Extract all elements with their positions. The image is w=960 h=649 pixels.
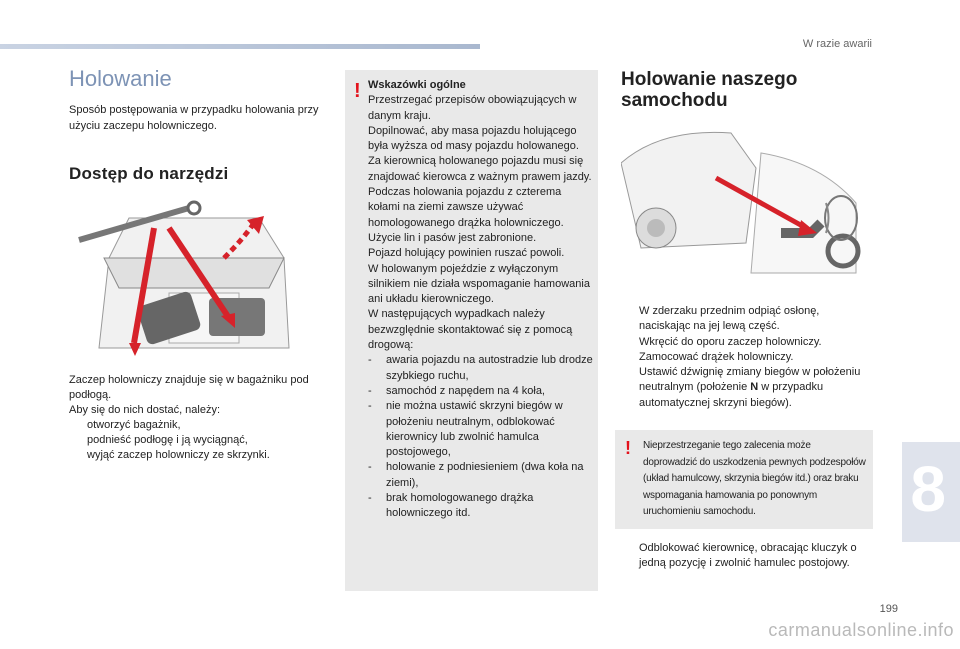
paragraph: W następujących wypadkach należy bezwzględnie skontaktować się z pomocą drogową: (368, 308, 573, 352)
dash-marker: - (368, 354, 372, 367)
bullet-icon (621, 304, 639, 335)
step-text: Ustawić dźwignię zmiany biegów w położeniu neutralnym (położenie (639, 366, 861, 394)
towing-steps (621, 304, 873, 411)
bullet-icon (621, 350, 639, 365)
bullet-icon (621, 541, 639, 572)
list-item-text: awaria pojazdu na autostradzie lub drodze szybkiego ruchu, (386, 354, 593, 382)
header-bar (0, 44, 480, 49)
list-item-text: Wkręcić do oporu zaczep holowniczy. (639, 335, 822, 348)
list-item-text: Zamocować drążek holowniczy. (639, 350, 794, 363)
page-number: 199 (879, 603, 898, 615)
tow-hook-illustration (621, 123, 861, 281)
list-item (621, 304, 873, 335)
list-item (69, 448, 331, 463)
bullet-icon (69, 433, 87, 448)
trunk-illustration (69, 198, 303, 356)
warning-note-text: Nieprzestrzeganie tego zalecenia może doprowadzić do uszkodzenia pewnych podzespołów (układ hamulcowy, skrzynia biegów itd.) oraz braku wspomagania hamowania po ponownym uruchomieniu samochodu. (643, 440, 866, 517)
towing-heading-line-2: samochodu (621, 90, 728, 111)
list-item (368, 384, 594, 399)
towing-heading (621, 69, 873, 111)
list-item-text: otworzyć bagażnik, (87, 419, 181, 431)
paragraph: W holowanym pojeździe z wyłączonym silnikiem nie działa wspomaganie hamowania ani układu kierowniczego. (368, 262, 590, 306)
tools-line-1: Zaczep holowniczy znajduje się w bagażniku pod podłogą. (69, 374, 309, 401)
panel-title: Wskazówki ogólne (368, 79, 466, 91)
tools-description (69, 373, 331, 463)
list-item (368, 460, 594, 491)
list-item (368, 399, 594, 460)
list-item-text (639, 365, 873, 411)
list-item (368, 491, 594, 522)
intro-text: Sposób postępowania w przypadku holowania przy użyciu zaczepu holowniczego. (69, 104, 319, 132)
towing-heading-line-1: Holowanie naszego (621, 69, 798, 90)
list-item (621, 335, 873, 350)
general-tips-panel (345, 70, 598, 591)
dash-marker: - (368, 384, 372, 397)
paragraph: Podczas holowania pojazdu z czterema kołami na ziemi zawsze używać homologowanego drążka holowniczego. (368, 186, 564, 229)
tools-line-2: Aby się do nich dostać, należy: (69, 404, 221, 416)
list-item-text: nie można ustawić skrzyni biegów w położeniu neutralnym, odblokować kierownicy lub zwolnić hamulca postojowego, (386, 400, 563, 459)
list-item (621, 541, 873, 572)
watermark: carmanualsonline.info (768, 620, 954, 640)
column-right (621, 69, 873, 411)
paragraph: Przestrzegać przepisów obowiązujących w danym kraju. (368, 94, 577, 122)
list-item-text: holowanie z podniesieniem (dwa koła na ziemi), (386, 461, 584, 489)
bullet-icon (69, 448, 87, 463)
bullet-icon (621, 335, 639, 350)
paragraph: Pojazd holujący powinien ruszać powoli. (368, 247, 565, 260)
paragraph: Za kierownicą holowanego pojazdu musi się znajdować kierowca z ważnym prawem jazdy. (368, 155, 592, 183)
warning-icon: ! (354, 80, 361, 102)
list-item-text: Odblokować kierownicę, obracając kluczyk o jedną pozycję i zwolnić hamulec postojowy. (639, 542, 857, 570)
list-item-text: brak homologowanego drążka holowniczego itd. (386, 492, 534, 520)
list-item (368, 353, 594, 384)
tools-heading: Dostęp do narzędzi (69, 164, 229, 183)
step-text: w przypadku automatycznej skrzyni biegów). (639, 381, 824, 409)
list-item-text: wyjąć zaczep holowniczy ze skrzynki. (87, 449, 270, 461)
paragraph: Użycie lin i pasów jest zabronione. (368, 231, 537, 244)
warning-icon: ! (625, 438, 631, 458)
page-title: Holowanie (69, 66, 172, 91)
dash-marker: - (368, 400, 372, 413)
paragraph: Dopilnować, aby masa pojazdu holującego była wyższa od masy pojazdu holowanego. (368, 124, 579, 153)
list-item-text: W zderzaku przednim odpiąć osłonę, naciskając na jej lewą część. (639, 305, 820, 333)
list-item-text: samochód z napędem na 4 koła, (386, 384, 545, 397)
list-item (69, 418, 331, 433)
bullet-icon (621, 365, 639, 411)
general-tips-text (368, 78, 594, 522)
chapter-number: 8 (910, 453, 946, 525)
list-item (69, 433, 331, 448)
list-item (621, 350, 873, 365)
dash-marker: - (368, 461, 372, 474)
gear-position: N (750, 381, 759, 394)
column-left (69, 66, 331, 463)
list-item (621, 365, 873, 411)
warning-note (615, 430, 873, 529)
dash-marker: - (368, 492, 372, 505)
section-title: W razie awarii (802, 38, 872, 50)
list-item-text: podnieść podłogę i ją wyciągnąć, (87, 434, 248, 446)
bullet-icon (69, 418, 87, 433)
